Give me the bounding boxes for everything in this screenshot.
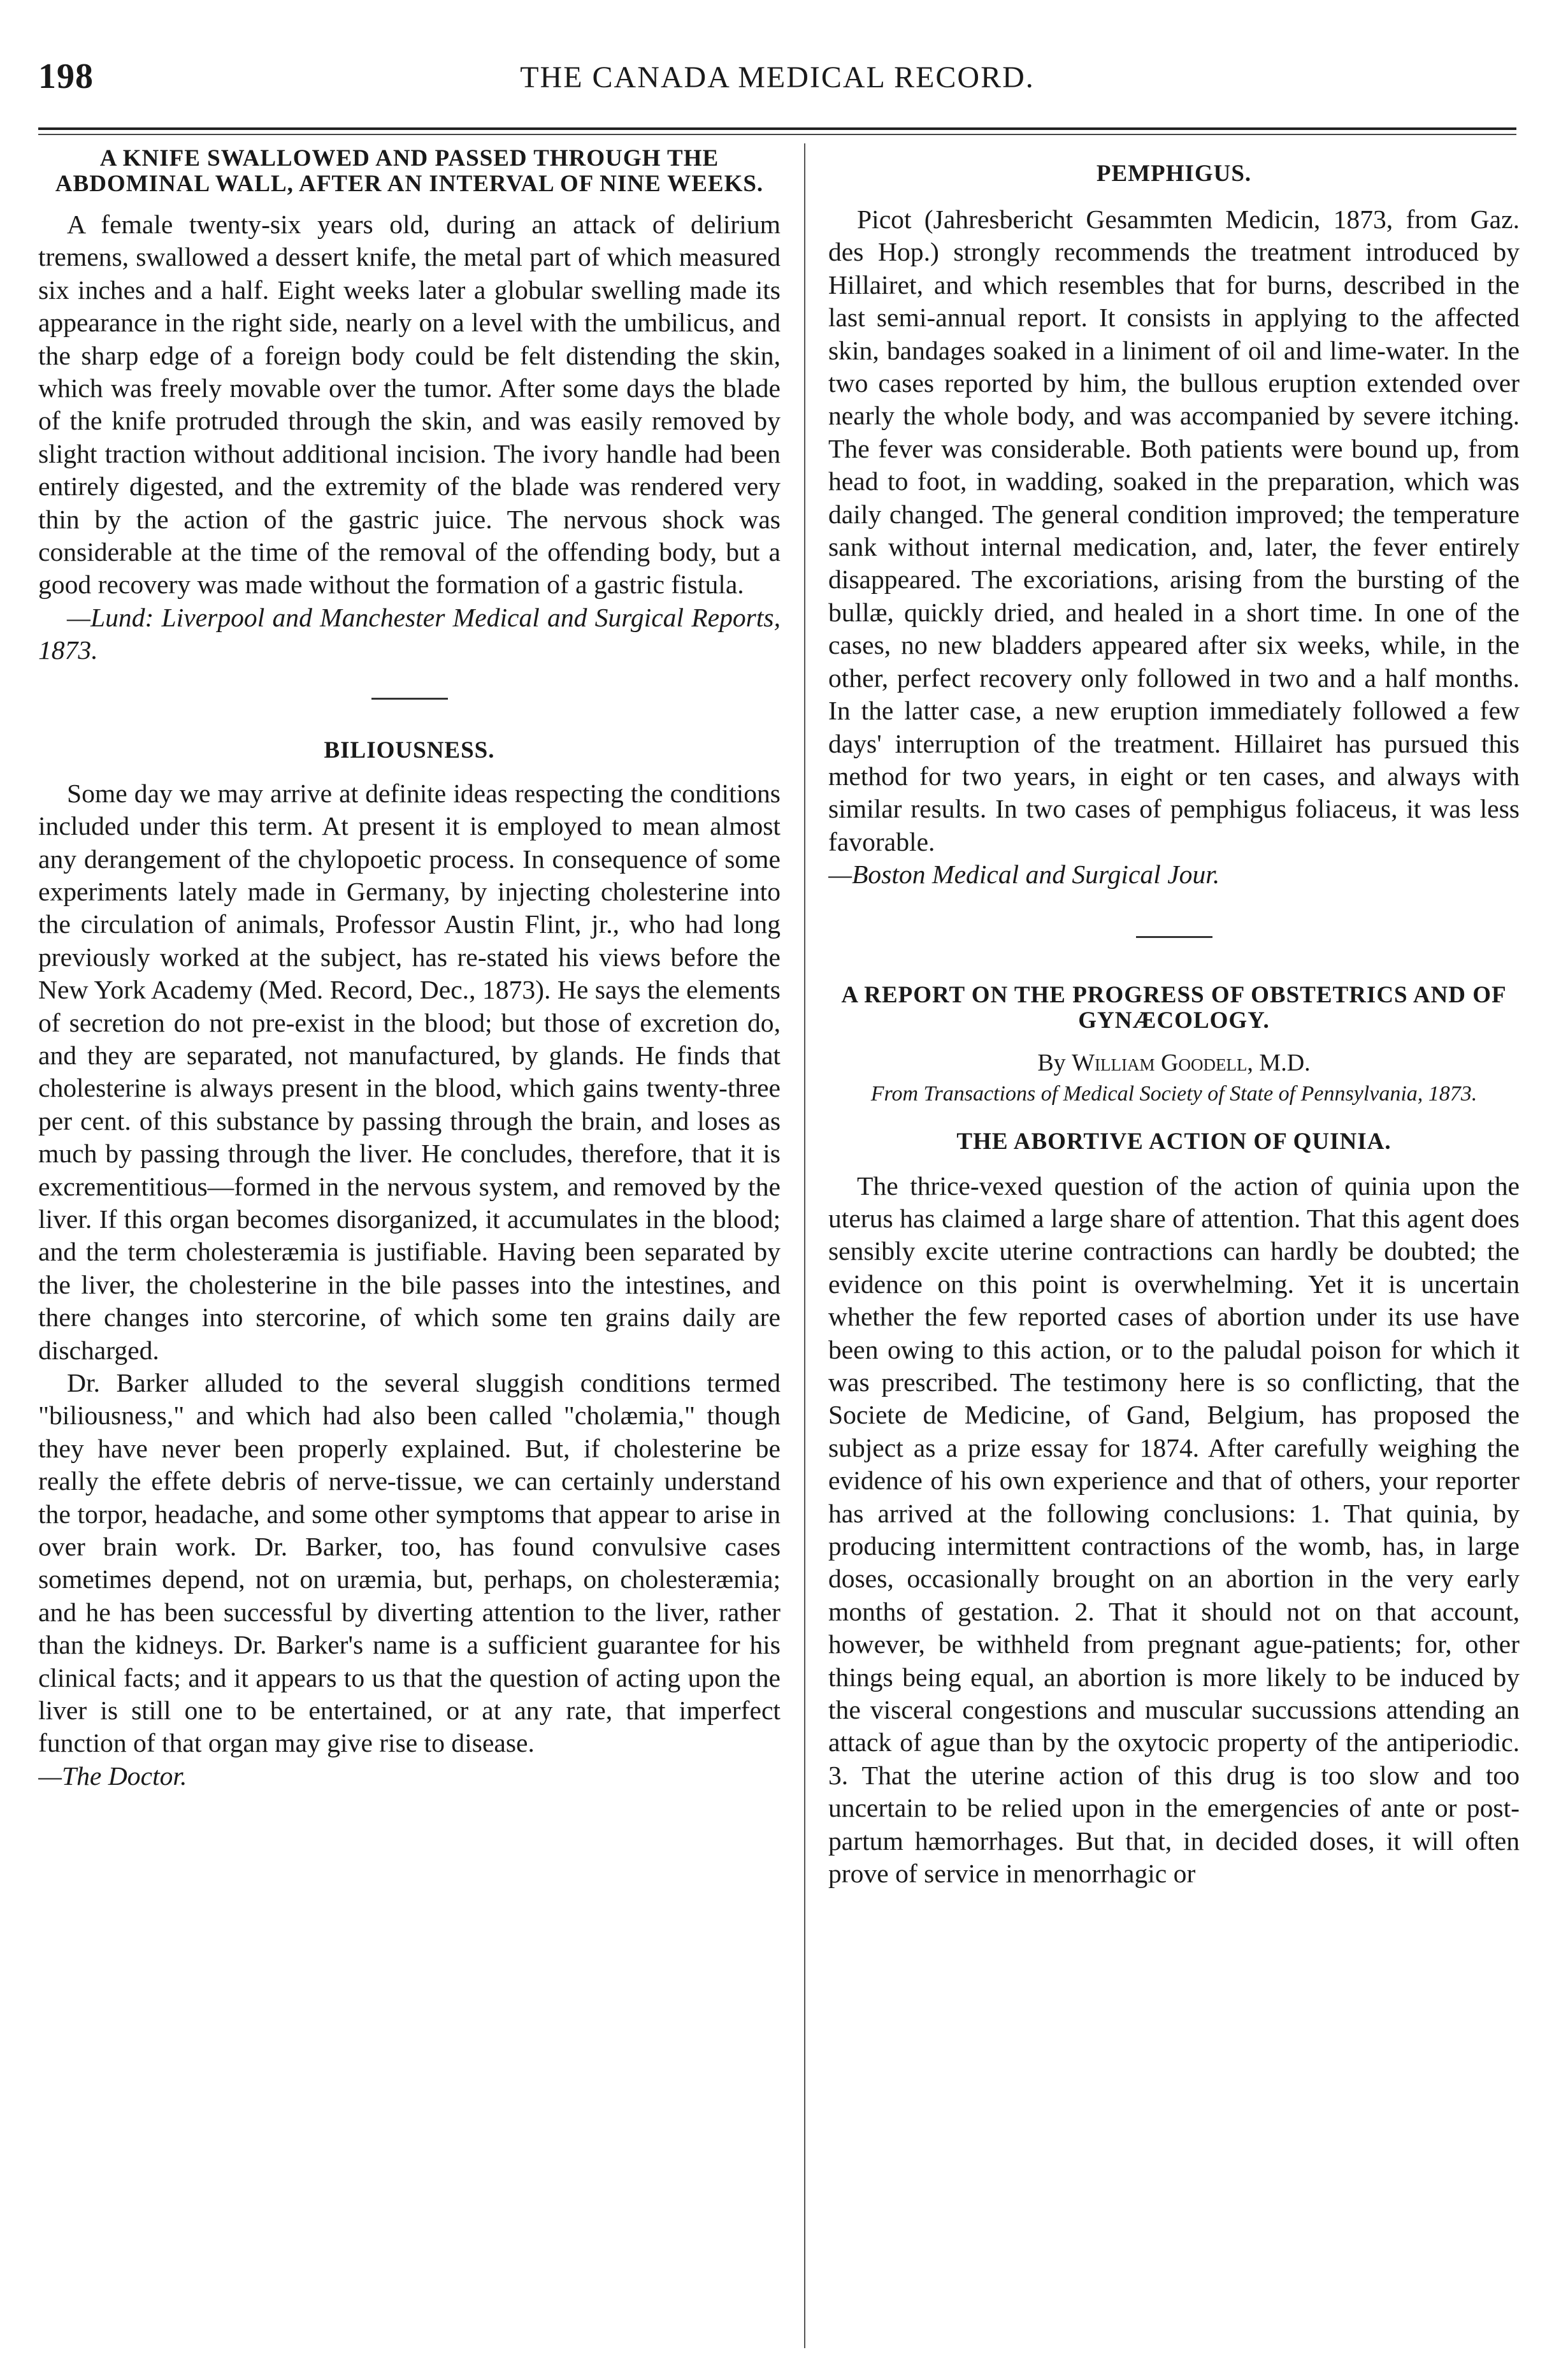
- byline-prefix: By: [1037, 1049, 1066, 1076]
- page-number: 198: [38, 57, 94, 96]
- page-header: [38, 56, 1516, 107]
- biliousness-paragraph-1: Some day we may arrive at definite ideas respecting the conditions included under this term. At present it is employed to mean almost any derangement of the chylopoetic process. In consequence of some experiments lately made in Germany, by injecting cholesterine into the circulation of animals, Professor Austin Flint, jr., who had long previously worked at the subject, has re-stated his views before the New York Academy (Med. Record, Dec., 1873). He says the elements of secretion do not pre-exist in the blood; but those of excretion do, and they are separated, not manufactured, by glands. He finds that cholesterine is always present in the blood, which gains twenty-three per cent. of this substance by passing through the brain, and loses as much by passing through the liver. He concludes, therefore, that it is excrementitious—formed in the nervous system, and removed by the liver. If this organ becomes disorganized, it accumulates in the blood; and the term cholesteræmia is justifiable. Having been separated by the liver, the cholesterine in the bile passes into the intestines, and there changes into stercorine, of which some ten grains daily are discharged.: [38, 778, 780, 1365]
- quinia-body: The thrice-vexed question of the action of quinia upon the uterus has claimed a large share of attention. That this agent does sensibly excite uterine contractions can hardly be doubted; the evidence on this point is overwhelming. Yet it is uncertain whether the few reported cases of abortion under its use have been owing to this action, or to the paludal poison for which it was prescribed. The testimony here is so conflicting, that the Societe de Medicine, of Gand, Belgium, has proposed the subject as a prize essay for 1874. After carefully weighing the evidence of his own experience and that of others, your reporter has arrived at the following conclusions: 1. That quinia, by producing intermittent contractions of the womb, has, in large doses, occasionally brought on an abortion in the very early months of gestation. 2. That it should not on that account, however, be withheld from pregnant ague-patients; for, other things being equal, an abortion is more likely to be induced by the visceral congestions and muscular succussions attending an attack of ague than by the oxytocic property of the antiperiodic. 3. That the uterine action of this drug is too slow and too uncertain to be relied upon in the emergencies of ante or post-partum hæmorrhages. But that, in decided doses, it will often prove of service in menorrhagic or: [828, 1171, 1520, 1889]
- report-title: A REPORT ON THE PROGRESS OF OBSTETRICS AND OF GYNÆCOLOGY.: [841, 981, 1507, 1034]
- quinia-title: THE ABORTIVE ACTION OF QUINIA.: [956, 1128, 1392, 1155]
- biliousness-title: BILIOUSNESS.: [324, 737, 495, 763]
- left-column: [38, 143, 780, 2348]
- pemphigus-title: PEMPHIGUS.: [1096, 161, 1252, 187]
- running-title: THE CANADA MEDICAL RECORD.: [520, 61, 1035, 94]
- column-divider: [804, 143, 805, 2348]
- header-rule-thick: [38, 127, 1516, 130]
- report-author: William Goodell, M.D.: [1072, 1049, 1311, 1076]
- knife-article-body: A female twenty-six years old, during an attack of delirium tremens, swallowed a dessert knife, the metal part of which measured six inches and a half. Eight weeks later a globular swelling made its appearance in the right side, nearly on a level with the umbilicus, and the sharp edge of a foreign body could be felt distending the skin, which was freely movable over the tumor. After some days the blade of the knife protruded through the skin, and was easily removed by slight traction without additional incision. The ivory handle had been entirely digested, and the extremity of the blade was rendered very thin by the action of the gastric juice. The nervous shock was considerable at the time of the removal of the offending body, but a good recovery was made without the formation of a gastric fistula.: [38, 210, 780, 600]
- header-rule-thin: [38, 134, 1516, 135]
- section-separator: [371, 698, 448, 700]
- right-column: [828, 143, 1520, 2348]
- biliousness-paragraph-2: Dr. Barker alluded to the several sluggish conditions termed "biliousness," and which had also been called "cholæmia," though they have never been properly explained. But, if cholesterine be really the effete debris of nerve-tissue, we can certainly understand the torpor, headache, and some other symptoms that appear to arise in over brain work. Dr. Barker, too, has found convulsive cases sometimes depend, not on uræmia, but, perhaps, on cholesteræmia; and he has been successful by diverting attention to the liver, rather than the kidneys. Dr. Barker's name is a sufficient guarantee for his clinical facts; and it appears to us that the question of acting upon the liver is still one to be entertained, or at any rate, that imperfect function of that organ may give rise to disease.: [38, 1368, 780, 1758]
- report-source: From Transactions of Medical Society of State of Pennsylvania, 1873.: [870, 1081, 1478, 1106]
- section-separator: [1136, 936, 1212, 938]
- report-byline: [828, 1049, 1520, 1077]
- knife-article-citation: —Lund: Liverpool and Manchester Medical and Surgical Reports, 1873.: [38, 602, 780, 665]
- knife-article-title: A KNIFE SWALLOWED AND PASSED THROUGH THE ABDOMINAL WALL, AFTER AN INTERVAL OF NINE WEEKS.: [55, 145, 764, 197]
- pemphigus-citation: —Boston Medical and Surgical Jour.: [828, 860, 1220, 890]
- pemphigus-body: Picot (Jahresbericht Gesammten Medicin, 1873, from Gaz. des Hop.) strongly recommends the treatment introduced by Hillairet, and which resembles that for burns, described in the last semi-annual report. It consists in applying to the affected skin, bandages soaked in a liniment of oil and lime-water. In the two cases reported by him, the bullous eruption extended over nearly the whole body, and was accompanied by severe itching. The fever was considerable. Both patients were bound up, from head to foot, in wadding, soaked in the preparation, which was daily changed. The general condition improved; the temperature sank without internal medication, and, later, the fever entirely disappeared. The excoriations, arising from the bursting of the bullæ, quickly dried, and healed in a short time. In one of the cases, no new bladders appeared after six weeks, while, in the other, perfect recovery only followed in two and a half months. In the latter case, a new eruption immediately followed a few days' interruption of the treatment. Hillairet has pursued this method for two years, in eight or ten cases, and always with similar results. In two cases of pemphigus foliaceus, it was less favorable.: [828, 205, 1520, 856]
- biliousness-citation: —The Doctor.: [38, 1761, 187, 1791]
